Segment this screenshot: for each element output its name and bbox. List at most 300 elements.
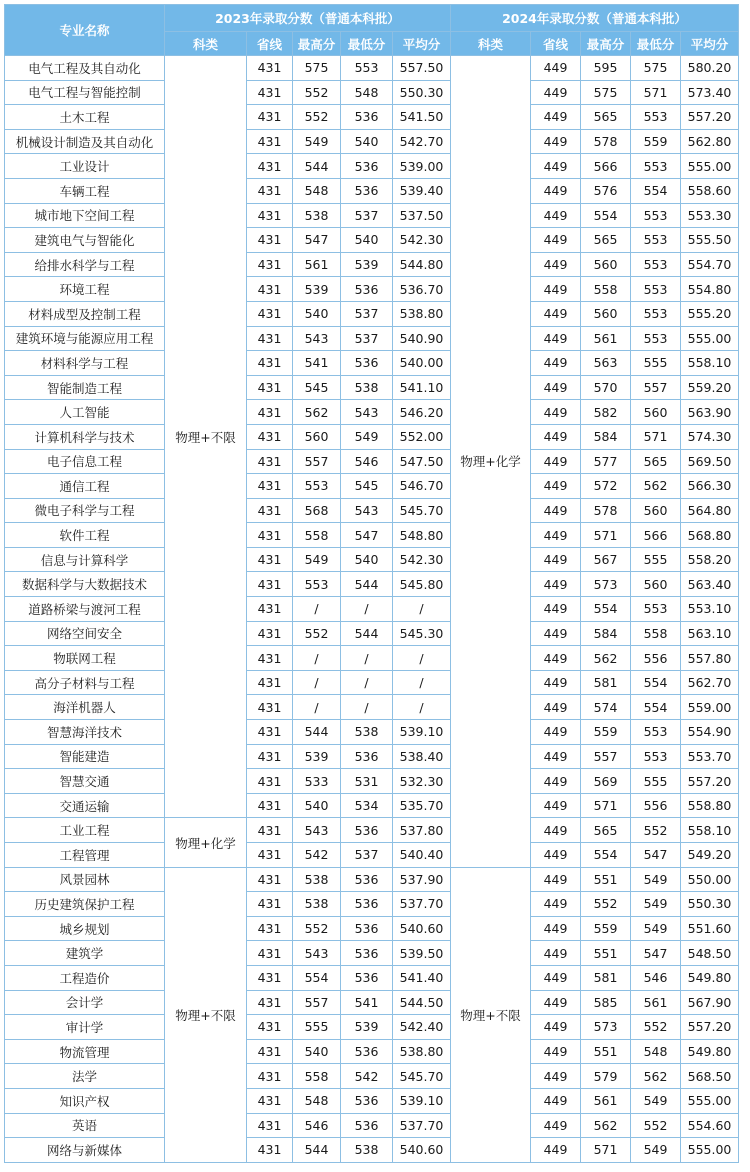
min-score-2024: 552	[631, 1113, 681, 1138]
max-score-2023: /	[293, 646, 341, 671]
table-row	[5, 867, 739, 892]
avg-score-2023: 540.40	[393, 843, 451, 868]
max-score-2024: 551	[581, 1039, 631, 1064]
table-row	[5, 154, 739, 179]
provincial-line-2023: 431	[247, 326, 293, 351]
avg-score-2024: 564.80	[681, 498, 739, 523]
avg-score-2024: 559.00	[681, 695, 739, 720]
provincial-line-2023: 431	[247, 670, 293, 695]
avg-score-2023: 537.70	[393, 892, 451, 917]
avg-score-2023: 541.10	[393, 375, 451, 400]
col-min-score-2024: 最低分	[631, 32, 681, 56]
max-score-2023: 543	[293, 818, 341, 843]
max-score-2023: 538	[293, 867, 341, 892]
min-score-2023: 536	[341, 178, 393, 203]
min-score-2024: 549	[631, 867, 681, 892]
max-score-2023: 543	[293, 326, 341, 351]
provincial-line-2023: 431	[247, 154, 293, 179]
avg-score-2024: 558.60	[681, 178, 739, 203]
avg-score-2024: 549.20	[681, 843, 739, 868]
avg-score-2024: 558.10	[681, 818, 739, 843]
admission-score-table-wrapper	[4, 4, 739, 1163]
table-row	[5, 744, 739, 769]
max-score-2023: /	[293, 597, 341, 622]
min-score-2024: 554	[631, 695, 681, 720]
provincial-line-2024: 449	[531, 793, 581, 818]
min-score-2024: 555	[631, 547, 681, 572]
max-score-2024: 571	[581, 523, 631, 548]
category-2023-cell: 物理+不限	[165, 867, 247, 1162]
major-name: 物联网工程	[5, 646, 165, 671]
max-score-2024: 578	[581, 498, 631, 523]
avg-score-2024: 557.20	[681, 769, 739, 794]
major-name: 智慧海洋技术	[5, 720, 165, 745]
avg-score-2023: 542.30	[393, 547, 451, 572]
min-score-2024: 553	[631, 154, 681, 179]
avg-score-2024: 550.00	[681, 867, 739, 892]
table-row	[5, 621, 739, 646]
major-name: 信息与计算科学	[5, 547, 165, 572]
avg-score-2024: 574.30	[681, 424, 739, 449]
provincial-line-2024: 449	[531, 154, 581, 179]
major-name: 环境工程	[5, 277, 165, 302]
max-score-2024: 562	[581, 1113, 631, 1138]
max-score-2024: 579	[581, 1064, 631, 1089]
max-score-2023: 549	[293, 547, 341, 572]
provincial-line-2024: 449	[531, 1039, 581, 1064]
max-score-2023: 542	[293, 843, 341, 868]
category-2023-cell: 物理+化学	[165, 818, 247, 867]
major-name: 智慧交通	[5, 769, 165, 794]
avg-score-2024: 568.50	[681, 1064, 739, 1089]
min-score-2024: 565	[631, 449, 681, 474]
avg-score-2024: 568.80	[681, 523, 739, 548]
major-name: 材料科学与工程	[5, 351, 165, 376]
max-score-2023: 547	[293, 228, 341, 253]
table-row	[5, 523, 739, 548]
max-score-2024: 554	[581, 843, 631, 868]
min-score-2024: 571	[631, 80, 681, 105]
avg-score-2024: 562.80	[681, 129, 739, 154]
avg-score-2024: 558.80	[681, 793, 739, 818]
min-score-2023: 536	[341, 867, 393, 892]
avg-score-2023: 537.80	[393, 818, 451, 843]
min-score-2023: 536	[341, 105, 393, 130]
max-score-2024: 557	[581, 744, 631, 769]
min-score-2023: 541	[341, 990, 393, 1015]
table-row	[5, 1088, 739, 1113]
max-score-2023: 554	[293, 965, 341, 990]
avg-score-2023: 532.30	[393, 769, 451, 794]
max-score-2024: 569	[581, 769, 631, 794]
major-name: 历史建筑保护工程	[5, 892, 165, 917]
max-score-2024: 575	[581, 80, 631, 105]
min-score-2023: 536	[341, 818, 393, 843]
provincial-line-2024: 449	[531, 916, 581, 941]
max-score-2023: 540	[293, 301, 341, 326]
major-name: 海洋机器人	[5, 695, 165, 720]
major-name: 建筑电气与智能化	[5, 228, 165, 253]
provincial-line-2023: 431	[247, 424, 293, 449]
provincial-line-2024: 449	[531, 400, 581, 425]
min-score-2023: 540	[341, 547, 393, 572]
provincial-line-2023: 431	[247, 1039, 293, 1064]
min-score-2024: 553	[631, 228, 681, 253]
max-score-2024: 571	[581, 793, 631, 818]
max-score-2024: 572	[581, 474, 631, 499]
min-score-2023: 536	[341, 916, 393, 941]
avg-score-2023: 539.00	[393, 154, 451, 179]
min-score-2024: 553	[631, 744, 681, 769]
avg-score-2023: 536.70	[393, 277, 451, 302]
provincial-line-2024: 449	[531, 105, 581, 130]
provincial-line-2023: 431	[247, 1138, 293, 1163]
min-score-2024: 553	[631, 301, 681, 326]
avg-score-2024: 553.70	[681, 744, 739, 769]
min-score-2024: 559	[631, 129, 681, 154]
provincial-line-2023: 431	[247, 1088, 293, 1113]
min-score-2023: 545	[341, 474, 393, 499]
provincial-line-2024: 449	[531, 474, 581, 499]
major-name: 电气工程与智能控制	[5, 80, 165, 105]
min-score-2024: 546	[631, 965, 681, 990]
avg-score-2023: 541.40	[393, 965, 451, 990]
max-score-2024: 581	[581, 965, 631, 990]
avg-score-2024: 563.90	[681, 400, 739, 425]
avg-score-2024: 551.60	[681, 916, 739, 941]
col-max-score-2023: 最高分	[293, 32, 341, 56]
avg-score-2023: 539.40	[393, 178, 451, 203]
max-score-2023: 539	[293, 744, 341, 769]
provincial-line-2023: 431	[247, 178, 293, 203]
table-row	[5, 80, 739, 105]
table-row	[5, 1039, 739, 1064]
provincial-line-2024: 449	[531, 597, 581, 622]
table-row	[5, 1138, 739, 1163]
major-name: 网络与新媒体	[5, 1138, 165, 1163]
table-row	[5, 326, 739, 351]
min-score-2023: 538	[341, 720, 393, 745]
max-score-2023: 533	[293, 769, 341, 794]
max-score-2023: 541	[293, 351, 341, 376]
max-score-2023: 558	[293, 1064, 341, 1089]
avg-score-2024: 562.70	[681, 670, 739, 695]
provincial-line-2023: 431	[247, 646, 293, 671]
min-score-2023: 537	[341, 301, 393, 326]
max-score-2023: 548	[293, 178, 341, 203]
min-score-2023: 543	[341, 400, 393, 425]
avg-score-2024: 550.30	[681, 892, 739, 917]
min-score-2024: 549	[631, 1138, 681, 1163]
table-row	[5, 965, 739, 990]
table-row	[5, 793, 739, 818]
avg-score-2023: 545.80	[393, 572, 451, 597]
max-score-2024: 558	[581, 277, 631, 302]
max-score-2023: 560	[293, 424, 341, 449]
min-score-2024: 571	[631, 424, 681, 449]
min-score-2024: 558	[631, 621, 681, 646]
major-name: 物流管理	[5, 1039, 165, 1064]
provincial-line-2023: 431	[247, 375, 293, 400]
min-score-2023: 537	[341, 203, 393, 228]
min-score-2024: 553	[631, 326, 681, 351]
provincial-line-2023: 431	[247, 695, 293, 720]
avg-score-2023: 537.90	[393, 867, 451, 892]
provincial-line-2023: 431	[247, 843, 293, 868]
min-score-2023: 540	[341, 228, 393, 253]
avg-score-2024: 566.30	[681, 474, 739, 499]
max-score-2023: 552	[293, 105, 341, 130]
provincial-line-2023: 431	[247, 965, 293, 990]
avg-score-2023: 540.00	[393, 351, 451, 376]
min-score-2023: 536	[341, 1088, 393, 1113]
provincial-line-2024: 449	[531, 990, 581, 1015]
max-score-2024: 551	[581, 941, 631, 966]
avg-score-2023: 538.40	[393, 744, 451, 769]
min-score-2023: 537	[341, 326, 393, 351]
max-score-2024: 584	[581, 621, 631, 646]
table-row	[5, 498, 739, 523]
max-score-2023: 568	[293, 498, 341, 523]
min-score-2023: 536	[341, 154, 393, 179]
avg-score-2023: 540.60	[393, 1138, 451, 1163]
provincial-line-2023: 431	[247, 793, 293, 818]
avg-score-2023: /	[393, 670, 451, 695]
min-score-2023: 539	[341, 252, 393, 277]
max-score-2024: 573	[581, 572, 631, 597]
provincial-line-2023: 431	[247, 80, 293, 105]
avg-score-2024: 555.00	[681, 154, 739, 179]
provincial-line-2024: 449	[531, 818, 581, 843]
provincial-line-2023: 431	[247, 351, 293, 376]
provincial-line-2023: 431	[247, 990, 293, 1015]
major-name: 网络空间安全	[5, 621, 165, 646]
provincial-line-2023: 431	[247, 1113, 293, 1138]
provincial-line-2024: 449	[531, 547, 581, 572]
max-score-2024: 560	[581, 301, 631, 326]
table-row	[5, 301, 739, 326]
col-category-2024: 科类	[451, 32, 531, 56]
provincial-line-2023: 431	[247, 818, 293, 843]
avg-score-2024: 555.20	[681, 301, 739, 326]
min-score-2023: 544	[341, 621, 393, 646]
table-row	[5, 597, 739, 622]
min-score-2024: 575	[631, 56, 681, 81]
major-name: 给排水科学与工程	[5, 252, 165, 277]
min-score-2023: 531	[341, 769, 393, 794]
max-score-2024: 551	[581, 867, 631, 892]
table-header	[5, 5, 739, 56]
provincial-line-2023: 431	[247, 597, 293, 622]
col-min-score-2023: 最低分	[341, 32, 393, 56]
min-score-2023: 544	[341, 572, 393, 597]
max-score-2023: 553	[293, 572, 341, 597]
avg-score-2023: 542.40	[393, 1015, 451, 1040]
avg-score-2024: 557.20	[681, 1015, 739, 1040]
provincial-line-2023: 431	[247, 547, 293, 572]
table-row	[5, 646, 739, 671]
table-row	[5, 400, 739, 425]
max-score-2024: 559	[581, 916, 631, 941]
avg-score-2023: /	[393, 695, 451, 720]
min-score-2023: 540	[341, 129, 393, 154]
avg-score-2024: 549.80	[681, 965, 739, 990]
min-score-2024: 549	[631, 892, 681, 917]
avg-score-2023: 535.70	[393, 793, 451, 818]
major-name: 工业工程	[5, 818, 165, 843]
min-score-2024: 547	[631, 843, 681, 868]
avg-score-2024: 548.50	[681, 941, 739, 966]
max-score-2023: 562	[293, 400, 341, 425]
avg-score-2024: 558.10	[681, 351, 739, 376]
major-name: 计算机科学与技术	[5, 424, 165, 449]
avg-score-2023: 538.80	[393, 301, 451, 326]
table-row	[5, 228, 739, 253]
avg-score-2023: 539.10	[393, 1088, 451, 1113]
major-name: 电子信息工程	[5, 449, 165, 474]
table-row	[5, 375, 739, 400]
major-name: 法学	[5, 1064, 165, 1089]
provincial-line-2023: 431	[247, 252, 293, 277]
table-row	[5, 351, 739, 376]
min-score-2024: 561	[631, 990, 681, 1015]
min-score-2023: 536	[341, 941, 393, 966]
major-column-header: 专业名称	[5, 5, 165, 56]
avg-score-2023: 539.50	[393, 941, 451, 966]
min-score-2024: 562	[631, 474, 681, 499]
max-score-2024: 582	[581, 400, 631, 425]
max-score-2024: 560	[581, 252, 631, 277]
min-score-2023: 547	[341, 523, 393, 548]
table-row	[5, 424, 739, 449]
min-score-2023: 536	[341, 277, 393, 302]
provincial-line-2024: 449	[531, 892, 581, 917]
min-score-2024: 554	[631, 670, 681, 695]
table-row	[5, 695, 739, 720]
max-score-2024: 576	[581, 178, 631, 203]
min-score-2023: 536	[341, 1039, 393, 1064]
avg-score-2024: 554.80	[681, 277, 739, 302]
min-score-2024: 560	[631, 498, 681, 523]
max-score-2024: 554	[581, 203, 631, 228]
major-name: 人工智能	[5, 400, 165, 425]
table-row	[5, 892, 739, 917]
provincial-line-2024: 449	[531, 572, 581, 597]
avg-score-2023: 540.60	[393, 916, 451, 941]
min-score-2024: 552	[631, 1015, 681, 1040]
avg-score-2024: 573.40	[681, 80, 739, 105]
table-row	[5, 178, 739, 203]
provincial-line-2024: 449	[531, 449, 581, 474]
max-score-2023: 552	[293, 80, 341, 105]
max-score-2023: 557	[293, 990, 341, 1015]
avg-score-2023: 552.00	[393, 424, 451, 449]
avg-score-2023: 540.90	[393, 326, 451, 351]
max-score-2024: 559	[581, 720, 631, 745]
avg-score-2024: 580.20	[681, 56, 739, 81]
max-score-2024: 561	[581, 1088, 631, 1113]
avg-score-2024: 555.00	[681, 1088, 739, 1113]
min-score-2024: 566	[631, 523, 681, 548]
provincial-line-2024: 449	[531, 965, 581, 990]
provincial-line-2023: 431	[247, 105, 293, 130]
major-name: 知识产权	[5, 1088, 165, 1113]
max-score-2023: 553	[293, 474, 341, 499]
min-score-2024: 553	[631, 203, 681, 228]
provincial-line-2023: 431	[247, 867, 293, 892]
major-name: 软件工程	[5, 523, 165, 548]
min-score-2024: 560	[631, 400, 681, 425]
avg-score-2023: 537.50	[393, 203, 451, 228]
major-name: 会计学	[5, 990, 165, 1015]
provincial-line-2023: 431	[247, 769, 293, 794]
provincial-line-2023: 431	[247, 498, 293, 523]
avg-score-2023: 542.70	[393, 129, 451, 154]
major-name: 建筑环境与能源应用工程	[5, 326, 165, 351]
min-score-2024: 560	[631, 572, 681, 597]
max-score-2023: 544	[293, 154, 341, 179]
provincial-line-2023: 431	[247, 277, 293, 302]
avg-score-2024: 555.50	[681, 228, 739, 253]
provincial-line-2023: 431	[247, 203, 293, 228]
provincial-line-2024: 449	[531, 129, 581, 154]
major-name: 工程造价	[5, 965, 165, 990]
avg-score-2024: 554.90	[681, 720, 739, 745]
max-score-2024: 552	[581, 892, 631, 917]
provincial-line-2023: 431	[247, 523, 293, 548]
major-name: 土木工程	[5, 105, 165, 130]
avg-score-2024: 553.10	[681, 597, 739, 622]
major-name: 建筑学	[5, 941, 165, 966]
provincial-line-2024: 449	[531, 720, 581, 745]
max-score-2024: 561	[581, 326, 631, 351]
major-name: 电气工程及其自动化	[5, 56, 165, 81]
provincial-line-2024: 449	[531, 523, 581, 548]
provincial-line-2023: 431	[247, 56, 293, 81]
provincial-line-2024: 449	[531, 744, 581, 769]
avg-score-2023: 544.50	[393, 990, 451, 1015]
major-name: 车辆工程	[5, 178, 165, 203]
min-score-2023: /	[341, 695, 393, 720]
min-score-2024: 555	[631, 769, 681, 794]
avg-score-2024: 563.40	[681, 572, 739, 597]
max-score-2024: 554	[581, 597, 631, 622]
min-score-2023: 539	[341, 1015, 393, 1040]
avg-score-2024: 557.20	[681, 105, 739, 130]
min-score-2023: 537	[341, 843, 393, 868]
col-provincial-line-2023: 省线	[247, 32, 293, 56]
max-score-2023: /	[293, 670, 341, 695]
table-row	[5, 990, 739, 1015]
max-score-2024: 578	[581, 129, 631, 154]
max-score-2023: 540	[293, 793, 341, 818]
major-name: 审计学	[5, 1015, 165, 1040]
max-score-2024: 585	[581, 990, 631, 1015]
max-score-2024: 567	[581, 547, 631, 572]
max-score-2023: 543	[293, 941, 341, 966]
min-score-2023: 543	[341, 498, 393, 523]
major-name: 城市地下空间工程	[5, 203, 165, 228]
provincial-line-2024: 449	[531, 301, 581, 326]
major-name: 英语	[5, 1113, 165, 1138]
provincial-line-2023: 431	[247, 129, 293, 154]
max-score-2023: 538	[293, 203, 341, 228]
max-score-2024: 577	[581, 449, 631, 474]
min-score-2024: 553	[631, 597, 681, 622]
provincial-line-2023: 431	[247, 572, 293, 597]
provincial-line-2023: 431	[247, 228, 293, 253]
min-score-2023: 536	[341, 1113, 393, 1138]
